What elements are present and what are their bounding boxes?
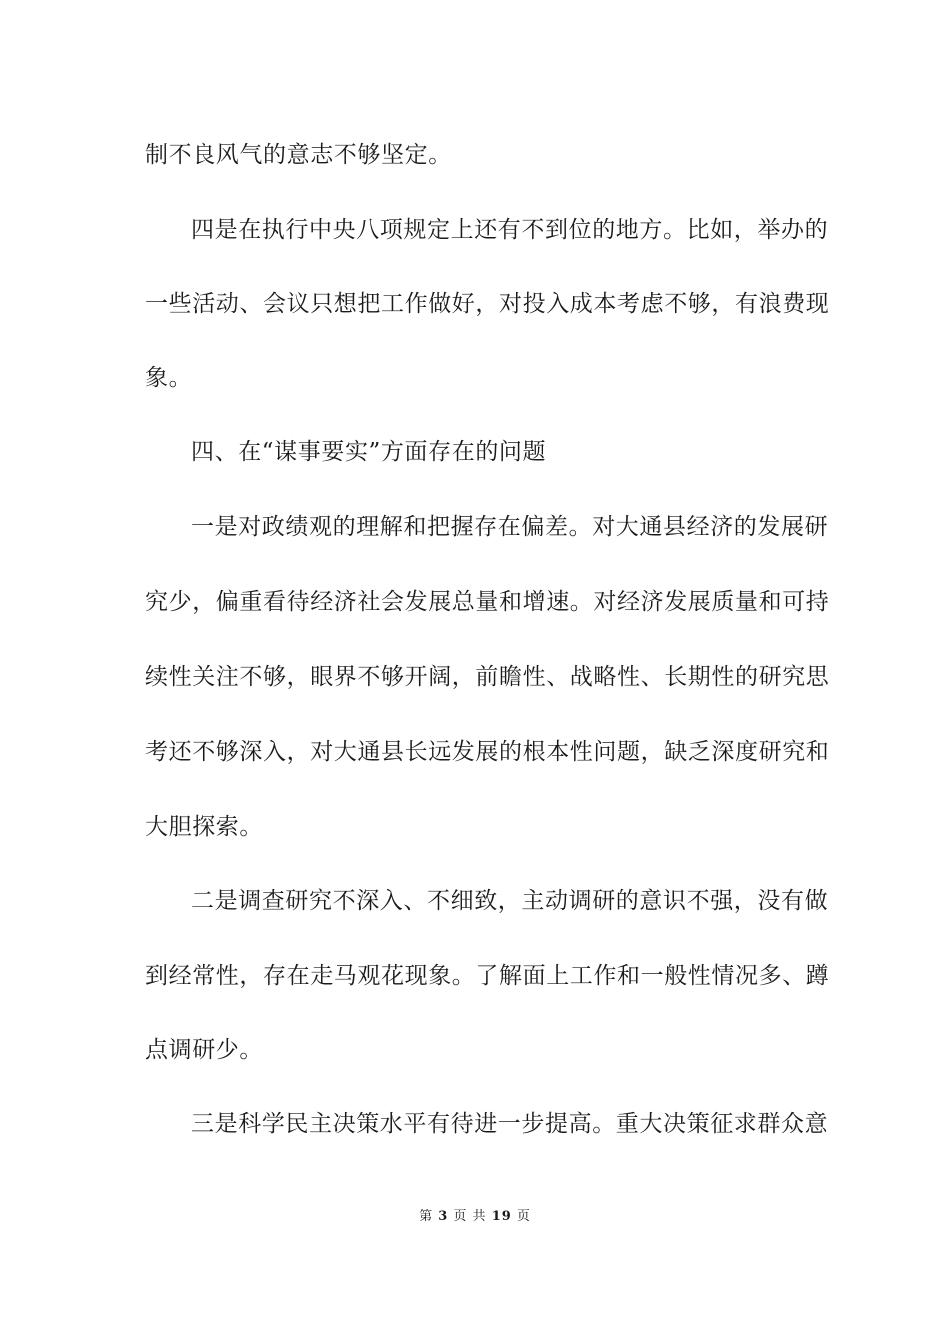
paragraph-start: 四是在执行中央八项规定上还有不到位的地方。比如，举办的	[191, 217, 829, 243]
text-line: 一些活动、会议只想把工作做好，对投入成本考虑不够，有浪费现	[145, 291, 830, 317]
footer-middle: 页 共	[453, 1209, 487, 1224]
footer-prefix: 第	[419, 1209, 434, 1224]
section-heading: 四、在“谋事要实”方面存在的问题	[191, 439, 547, 465]
text-line: 续性关注不够，眼界不够开阔，前瞻性、战略性、长期性的研究思	[145, 664, 830, 690]
page-footer	[0, 1208, 950, 1226]
total-page-count: 19	[491, 1209, 512, 1224]
text-line: 象。	[145, 365, 193, 391]
text-line: 制不良风气的意志不够坚定。	[145, 142, 452, 168]
paragraph-start: 三是科学民主决策水平有待进一步提高。重大决策征求群众意	[191, 1111, 829, 1137]
paragraph-start: 二是调查研究不深入、不细致，主动调研的意识不强，没有做	[191, 888, 829, 914]
text-line: 点调研少。	[145, 1037, 263, 1063]
text-line: 到经常性，存在走马观花现象。了解面上工作和一般性情况多、蹲	[145, 963, 830, 989]
current-page-number: 3	[438, 1209, 449, 1224]
footer-suffix: 页	[516, 1209, 531, 1224]
text-line: 大胆探索。	[145, 814, 263, 840]
paragraph-start: 一是对政绩观的理解和把握存在偏差。对大通县经济的发展研	[191, 514, 829, 540]
text-line: 究少，偏重看待经济社会发展总量和增速。对经济发展质量和可持	[145, 589, 830, 615]
text-line: 考还不够深入，对大通县长远发展的根本性问题，缺乏深度研究和	[145, 739, 830, 765]
